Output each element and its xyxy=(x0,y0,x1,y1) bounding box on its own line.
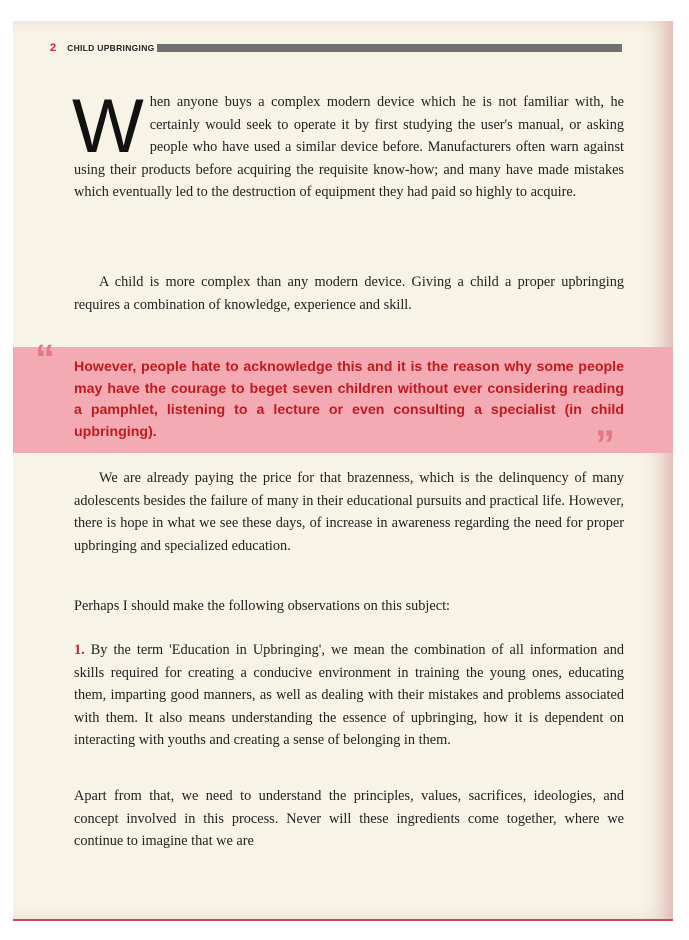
paragraph-brazenness: We are already paying the price for that brazenness, which is the delinquency of many adolescents besides the failure of many in their educational pursuits and practical life. However, there is hope in what we see these days, of increase in awareness regarding the need for proper upbringing and specialized education. xyxy=(74,470,624,554)
running-title: CHILD UPBRINGING xyxy=(67,43,155,53)
quote-open-icon: “ xyxy=(35,337,55,381)
paragraph-intro xyxy=(72,84,624,204)
quote-close-icon: ” xyxy=(595,423,615,467)
running-header xyxy=(50,41,622,55)
pull-quote-text: However, people hate to acknowledge this and it is the reason why some people may have the courage to beget seven children without ever considering reading a pamphlet, listening to a lecture or even consulting a specialist (in child upbringing). xyxy=(74,359,624,440)
book-page xyxy=(13,21,673,921)
paragraph-observations: Perhaps I should make the following observations on this subject: xyxy=(74,598,451,614)
paragraph-intro-text: hen anyone buys a complex modern device which he is not familiar with, he certainly would seek to operate it by first studying the user's manual, or asking people who have used a similar device before. Manufacturers often warn against using their products before acquiring the requisite know-how; and many have made mistakes which eventually led to the destruction of equipment they had paid so highly to acquire. xyxy=(74,94,624,200)
point-1 xyxy=(74,639,624,752)
paragraph-principles: Apart from that, we need to understand the principles, values, sacrifices, ideologies, and concept involved in this process. Never will these ingredients come together, where we continue to imagine that we are xyxy=(74,788,624,849)
drop-cap: W xyxy=(72,84,144,169)
header-rule xyxy=(157,44,622,52)
point-1-number: 1. xyxy=(74,642,85,658)
paragraph-child-complexity: A child is more complex than any modern device. Giving a child a proper upbringing requires a combination of knowledge, experience and skill. xyxy=(74,274,624,313)
point-1-text: By the term 'Education in Upbringing', we mean the combination of all information and skills required for creating a conducive environment in training the young ones, educating them, imparting good manners, as well as dealing with their mistakes and problems associated with them. It also means understanding the essence of upbringing, how it is dependent on interacting with youths and creating a sense of belonging in them. xyxy=(74,642,624,748)
page-number: 2 xyxy=(50,42,57,54)
